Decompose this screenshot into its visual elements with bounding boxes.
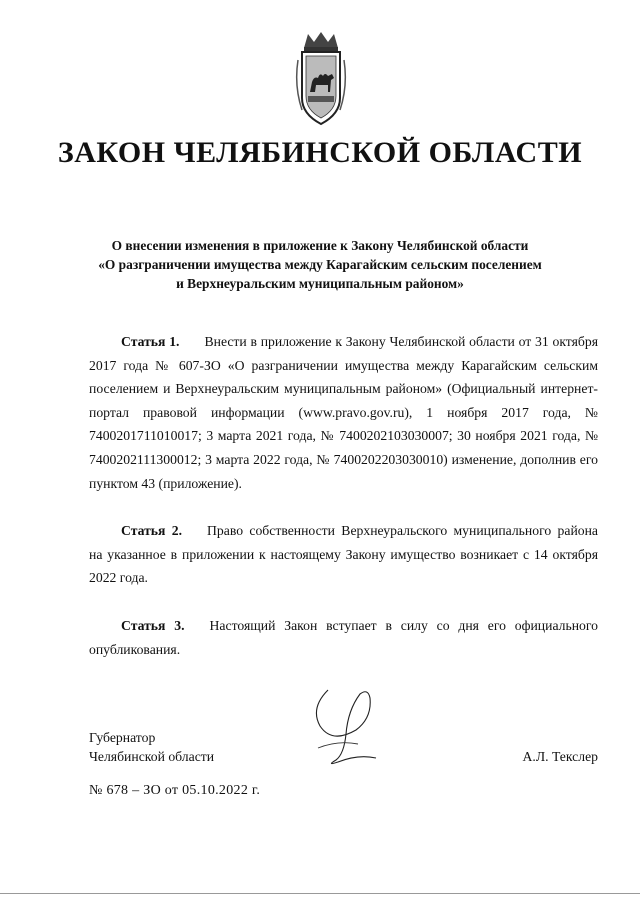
article-3 (89, 614, 598, 661)
article-2 (89, 519, 598, 590)
article-1-label: Статья 1. (121, 334, 180, 349)
article-1 (89, 330, 598, 495)
subtitle-line: «О разграничении имущества между Карагайским сельским поселением (98, 257, 542, 272)
signatory-position-line: Губернатор (89, 730, 156, 745)
article-1-text: Внести в приложение к Закону Челябинской области от 31 октября 2017 года № 607-ЗО «О разграничении имущества между Карагайским сельским поселением и Верхнеуральским муниципальным районом» (Официальный интернет-портал правовой информации (www.pravo.gov.ru), 1 ноября 2017 года, № 7400201711010017; 3 марта 2021 года, № 7400202103030007; 30 ноября 2021 года, № 7400202111300012; 3 марта 2022 года, № 7400202203030010) изменение, дополнив его пунктом 43 (приложение). (89, 334, 598, 491)
article-3-label: Статья 3. (121, 618, 185, 633)
article-2-text: Право собственности Верхнеуральского муниципального района на указанное в приложении к настоящему Закону имущество возникает с 14 октября 2022 года. (89, 523, 599, 586)
article-3-text: Настоящий Закон вступает в силу со дня его официального опубликования. (89, 618, 598, 657)
law-title: ЗАКОН ЧЕЛЯБИНСКОЙ ОБЛАСТИ (57, 136, 583, 169)
signatory-name: А.Л. Текслер (522, 749, 598, 764)
coat-of-arms-icon (294, 30, 348, 130)
document-number: № 678 – ЗО от 05.10.2022 г. (89, 783, 261, 798)
article-2-label: Статья 2. (121, 523, 183, 538)
signatory-position-line: Челябинской области (89, 749, 215, 764)
subtitle-line: О внесении изменения в приложение к Закону Челябинской области (111, 238, 529, 253)
page-bottom-rule (0, 893, 640, 894)
law-subtitle (60, 236, 580, 293)
handwritten-signature-icon (298, 678, 398, 778)
signatory-position (89, 728, 214, 766)
subtitle-line: и Верхнеуральским муниципальным районом» (176, 276, 464, 291)
